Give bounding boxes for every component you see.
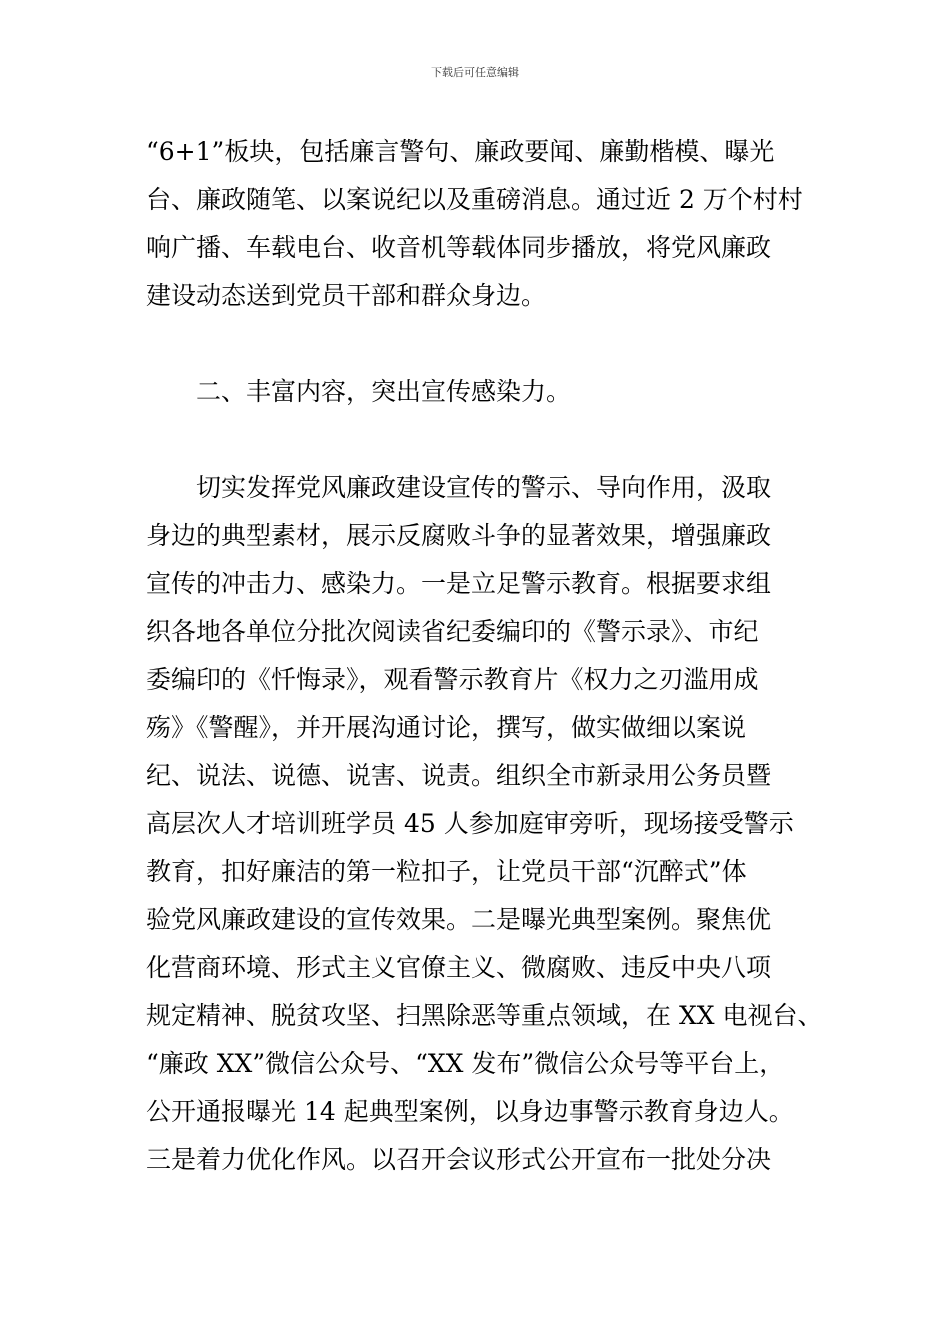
text-line: 织各地各单位分批次阅读省纪委编印的《警示录》、市纪 [146, 617, 759, 646]
text-line: 建设动态送到党员干部和群众身边。 [146, 281, 547, 310]
text-line: 台、廉政随笔、以案说纪以及重磅消息。通过近 2 万个村村 [146, 185, 803, 214]
text-line: 身边的典型素材，展示反腐败斗争的显著效果，增强廉政 [146, 521, 772, 550]
text-line: 响广播、车载电台、收音机等载体同步播放，将党风廉政 [146, 233, 772, 262]
text-line: 纪、说法、说德、说害、说责。组织全市新录用公务员暨 [146, 761, 772, 790]
text-line: 教育，扣好廉洁的第一粒扣子，让党员干部“沉醉式”体 [146, 857, 747, 886]
text-line: 化营商环境、形式主义官僚主义、微腐败、违反中央八项 [146, 953, 772, 982]
section-heading [146, 368, 814, 416]
page-header-note: 下载后可任意编辑 [431, 66, 519, 79]
text-line: 殇》《警醒》，并开展沟通讨论，撰写，做实做细以案说 [146, 713, 747, 742]
text-line: 规定精神、脱贫攻坚、扫黑除恶等重点领域，在 XX 电视台、 [146, 1001, 823, 1030]
paragraph-intro [146, 128, 814, 320]
paragraph-gap [146, 320, 814, 368]
text-line: 高层次人才培训班学员 45 人参加庭审旁听，现场接受警示 [146, 809, 794, 838]
document-body [146, 128, 823, 1184]
text-line: 公开通报曝光 14 起典型案例，以身边事警示教育身边人。 [146, 1097, 794, 1126]
text-line: “廉政 XX”微信公众号、“XX 发布”微信公众号等平台上， [146, 1049, 785, 1078]
paragraph-gap [146, 416, 814, 464]
text-line: 验党风廉政建设的宣传效果。二是曝光典型案例。聚焦优 [146, 905, 772, 934]
text-line: 宣传的冲击力、感染力。一是立足警示教育。根据要求组 [146, 569, 772, 598]
text-line: “6+1”板块，包括廉言警句、廉政要闻、廉勤楷模、曝光 [146, 137, 775, 166]
text-line: 三是着力优化作风。以召开会议形式公开宣布一批处分决 [146, 1145, 772, 1174]
section-heading-text: 二、丰富内容，突出宣传感染力。 [196, 377, 572, 406]
text-line: 委编印的《忏悔录》，观看警示教育片《权力之刃滥用成 [146, 665, 759, 694]
paragraph-body [146, 464, 823, 1184]
text-line: 切实发挥党风廉政建设宣传的警示、导向作用，汲取 [196, 473, 772, 502]
